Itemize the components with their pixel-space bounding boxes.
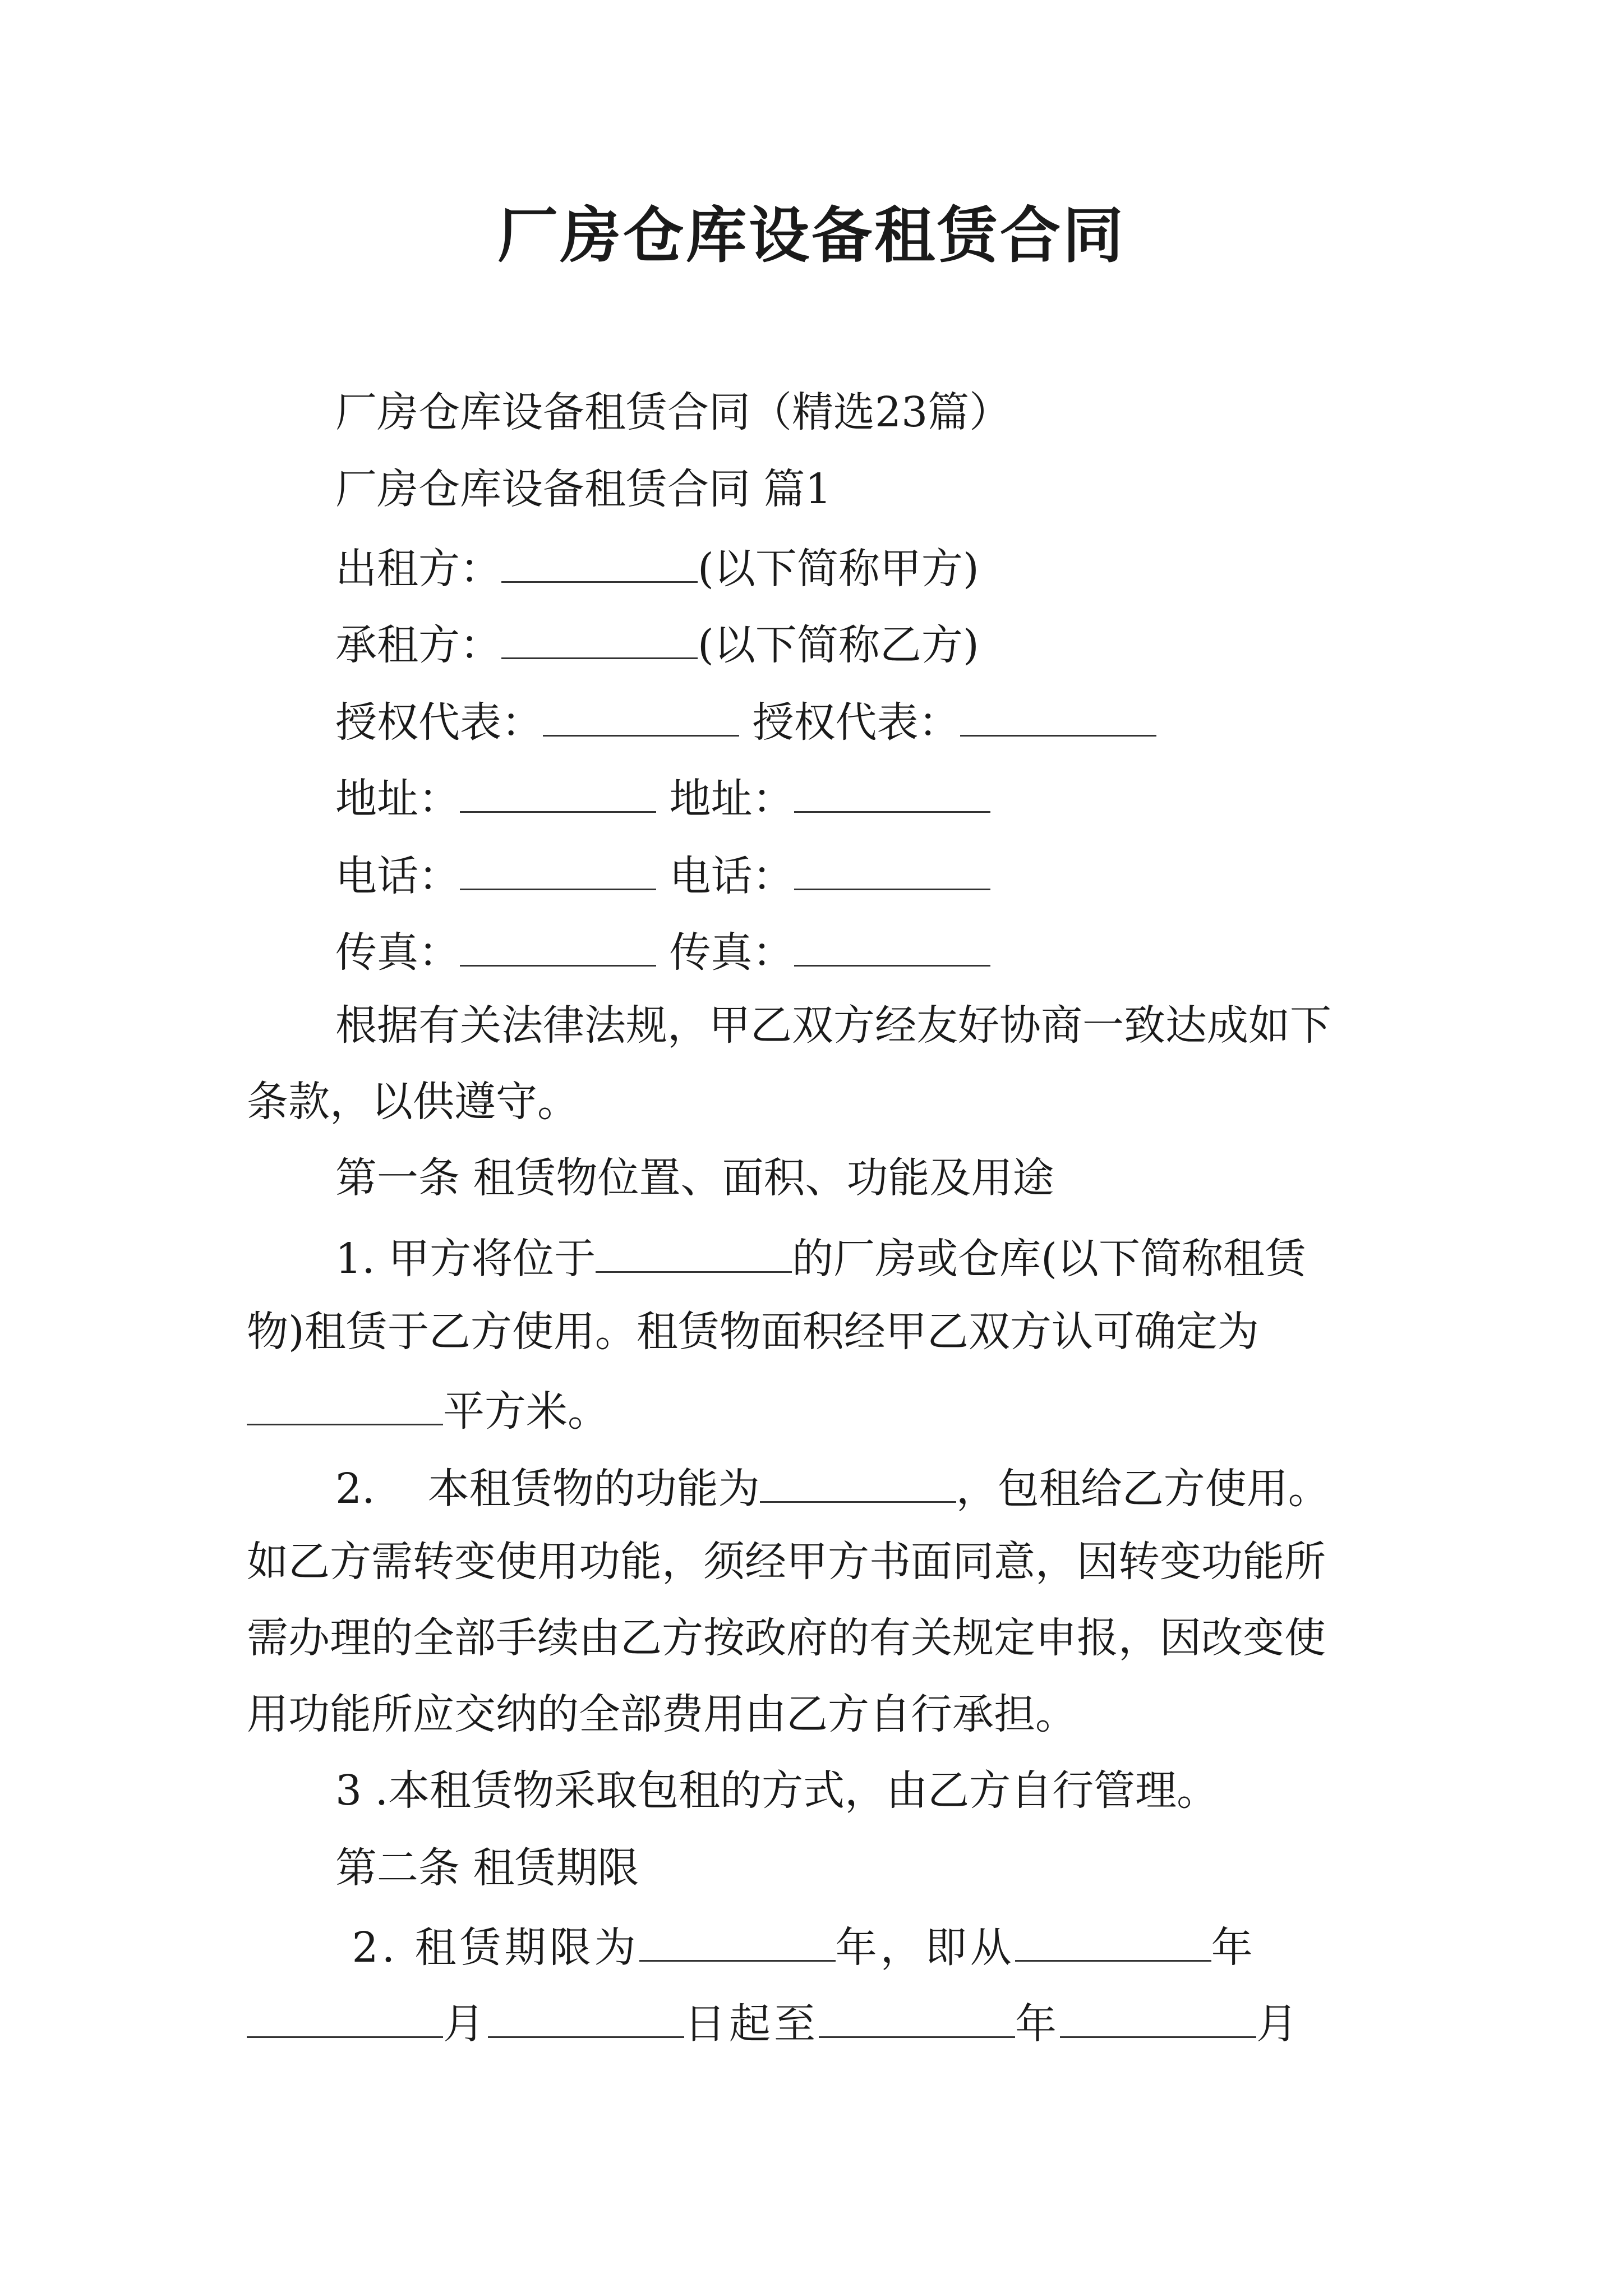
document-subtitle: 厂房仓库设备租赁合同（精选23篇） bbox=[335, 388, 1011, 436]
auth-rep-label-b: 授权代表： bbox=[752, 698, 960, 747]
phone-blank-b[interactable] bbox=[794, 845, 990, 890]
term-start-year-blank[interactable] bbox=[1015, 1916, 1211, 1962]
lessor-suffix: (以下简称甲方) bbox=[698, 545, 979, 593]
term-day-from-label: 日起至 bbox=[684, 2000, 819, 2048]
item1-line-3 bbox=[247, 1380, 609, 1439]
item2-prefix: 2. 本租赁物的功能为 bbox=[335, 1465, 760, 1513]
intro-line-2: 条款，以供遵守。 bbox=[247, 1078, 579, 1126]
auth-rep-blank-a[interactable] bbox=[543, 691, 739, 737]
lessee-suffix: (以下简称乙方) bbox=[698, 621, 979, 669]
lessor-line bbox=[335, 537, 979, 597]
item1-location-blank[interactable] bbox=[596, 1227, 792, 1273]
section-heading: 厂房仓库设备租赁合同 篇1 bbox=[335, 465, 832, 513]
lessor-blank[interactable] bbox=[501, 537, 698, 583]
fax-line bbox=[335, 921, 990, 981]
address-line bbox=[335, 767, 990, 827]
term-years-blank[interactable] bbox=[639, 1916, 836, 1962]
term-line-1 bbox=[335, 1916, 1256, 1976]
term-year-label: 年，即从 bbox=[835, 1924, 1015, 1972]
item1-suffix: 的厂房或仓库(以下简称租赁 bbox=[792, 1235, 1307, 1283]
phone-label-b: 电话： bbox=[669, 852, 794, 900]
fax-label-a: 传真： bbox=[335, 928, 460, 977]
address-label-a: 地址： bbox=[335, 775, 460, 823]
phone-line bbox=[335, 845, 990, 904]
auth-rep-label-a: 授权代表： bbox=[335, 698, 543, 747]
auth-rep-blank-b[interactable] bbox=[960, 691, 1156, 737]
item1-prefix: 1. 甲方将位于 bbox=[335, 1235, 596, 1283]
term-month-label: 月 bbox=[443, 2000, 488, 2048]
item1-line3-suffix: 平方米。 bbox=[443, 1387, 609, 1435]
auth-rep-line bbox=[335, 691, 1156, 751]
item1-line-1 bbox=[335, 1227, 1306, 1287]
item2-suffix: ，包租给乙方使用。 bbox=[956, 1465, 1330, 1513]
lessor-label: 出租方： bbox=[335, 545, 501, 593]
article1-heading: 第一条 租赁物位置、面积、功能及用途 bbox=[335, 1154, 1054, 1202]
term-start-day-blank[interactable] bbox=[488, 1993, 684, 2038]
item2-line-1 bbox=[335, 1457, 1330, 1517]
term-line-2 bbox=[247, 1993, 1301, 2052]
lessee-label: 承租方： bbox=[335, 621, 501, 669]
term-year3-label: 年 bbox=[1015, 2000, 1060, 2048]
term-end-year-blank[interactable] bbox=[819, 1993, 1015, 2038]
article2-heading: 第二条 租赁期限 bbox=[335, 1844, 639, 1892]
item2-line-4: 用功能所应交纳的全部费用由乙方自行承担。 bbox=[247, 1690, 1077, 1738]
term-prefix: 2. 租赁期限为 bbox=[335, 1924, 639, 1972]
lessee-line bbox=[335, 614, 979, 673]
fax-label-b: 传真： bbox=[669, 928, 794, 977]
address-blank-b[interactable] bbox=[794, 767, 990, 813]
intro-line-1: 根据有关法律法规，甲乙双方经友好协商一致达成如下 bbox=[335, 1001, 1331, 1050]
lessee-blank[interactable] bbox=[501, 614, 698, 659]
item2-function-blank[interactable] bbox=[760, 1457, 956, 1503]
phone-blank-a[interactable] bbox=[460, 845, 656, 890]
term-month2-label: 月 bbox=[1256, 2000, 1301, 2048]
term-end-month-blank[interactable] bbox=[1060, 1993, 1256, 2038]
term-start-month-blank[interactable] bbox=[247, 1993, 443, 2038]
item1-line-2: 物)租赁于乙方使用。租赁物面积经甲乙双方认可确定为 bbox=[247, 1308, 1259, 1356]
address-label-b: 地址： bbox=[669, 775, 794, 823]
item3-line: 3 .本租赁物采取包租的方式，由乙方自行管理。 bbox=[335, 1766, 1219, 1815]
term-year2-label: 年 bbox=[1211, 1924, 1256, 1972]
fax-blank-b[interactable] bbox=[794, 921, 990, 967]
phone-label-a: 电话： bbox=[335, 852, 460, 900]
document-title: 厂房仓库设备租赁合同 bbox=[497, 200, 1126, 271]
item2-line-3: 需办理的全部手续由乙方按政府的有关规定申报，因改变使 bbox=[247, 1614, 1326, 1662]
item1-area-blank[interactable] bbox=[247, 1380, 443, 1425]
address-blank-a[interactable] bbox=[460, 767, 656, 813]
fax-blank-a[interactable] bbox=[460, 921, 656, 967]
item2-line-2: 如乙方需转变使用功能，须经甲方书面同意，因转变功能所 bbox=[247, 1538, 1326, 1586]
